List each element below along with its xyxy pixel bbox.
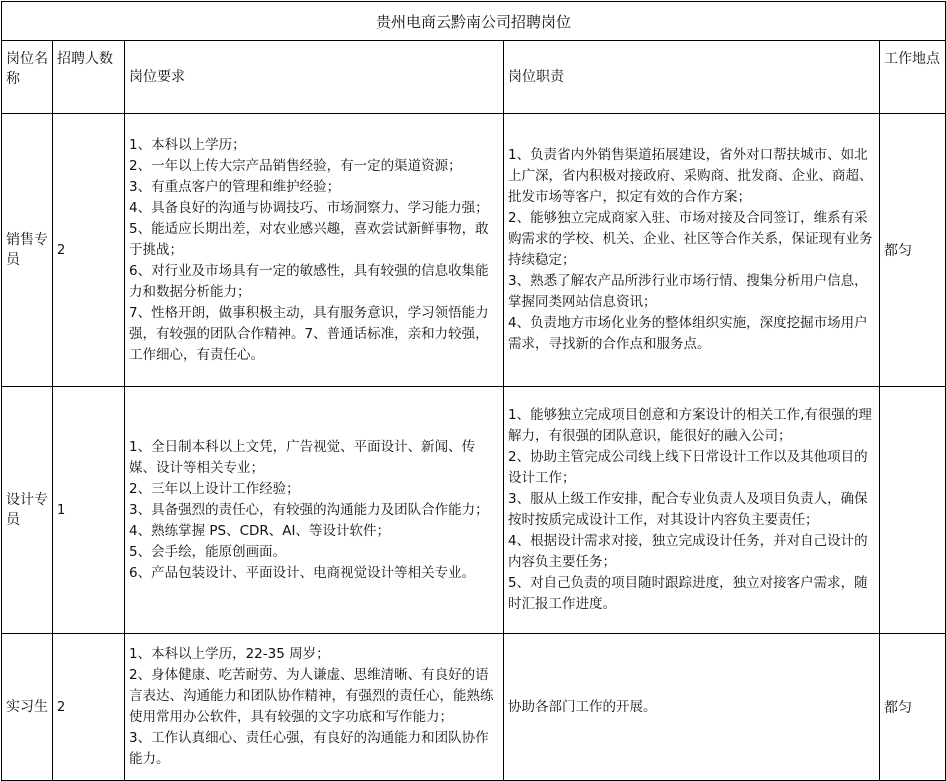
requirement-item: 3、有重点客户的管理和维护经验； <box>129 178 341 195</box>
position-name: 实习生 <box>2 634 53 781</box>
requirements-cell <box>125 387 504 634</box>
position-name: 设计专员 <box>2 387 53 634</box>
duties-cell <box>504 634 880 781</box>
requirement-item: 1、本科以上学历，22-35 周岁； <box>129 646 330 662</box>
duty-item: 协助各部门工作的开展。 <box>508 698 657 715</box>
requirement-item: 7、性格开朗，做事积极主动，具有服务意识，学习领悟能力强，有较强的团队合作精神。7、普通话标准，亲和力较强，工作细心，有责任心。 <box>129 304 489 363</box>
hire-count: 1 <box>53 387 125 634</box>
duty-item: 1、能够独立完成项目创意和方案设计的相关工作,有很强的理解力，有很强的团队意识，能很好的融入公司； <box>508 407 872 444</box>
position-name: 销售专员 <box>2 114 53 387</box>
header-requirements: 岗位要求 <box>125 41 504 114</box>
requirement-item: 1、本科以上学历； <box>129 136 246 153</box>
header-count: 招聘人数 <box>53 41 125 114</box>
hire-count: 2 <box>53 114 125 387</box>
requirement-item: 6、对行业及市场具有一定的敏感性，具有较强的信息收集能力和数据分析能力； <box>129 262 489 300</box>
requirement-item: 5、能适应长期出差，对农业感兴趣，喜欢尝试新鲜事物，敢于挑战； <box>129 220 489 258</box>
header-row <box>2 41 946 114</box>
duties-cell <box>504 387 880 634</box>
requirement-item: 3、具备强烈的责任心，有较强的沟通能力及团队合作能力； <box>129 501 489 518</box>
table-row <box>2 387 946 634</box>
requirement-item: 4、具备良好的沟通与协调技巧、市场洞察力、学习能力强； <box>129 199 489 216</box>
recruitment-table <box>1 1 946 781</box>
requirement-item: 5、会手绘，能原创画面。 <box>129 543 287 560</box>
duty-item: 3、服从上级工作安排，配合专业负责人及项目负责人，确保按时按质完成设计工作，对其设计内容负主要责任； <box>508 491 868 528</box>
duty-item: 4、负责地方市场化业务的整体组织实施，深度挖掘市场用户需求，寻找新的合作点和服务点。 <box>508 315 868 352</box>
duty-item: 4、根据设计需求对接，独立完成设计任务，并对自己设计的内容负主要任务； <box>508 533 868 570</box>
duty-item: 2、协助主管完成公司线上线下日常设计工作以及其他项目的设计工作； <box>508 449 868 486</box>
requirement-item: 2、身体健康、吃苦耐劳、为人谦虚、思维清晰、有良好的语言表达、沟通能力和团队协作精神，有强烈的责任心，能熟练使用常用办公软件，具有较强的文字功底和写作能力； <box>129 667 494 725</box>
requirement-item: 2、三年以上设计工作经验； <box>129 480 300 497</box>
requirements-cell <box>125 114 504 387</box>
duty-item: 3、熟悉了解农产品所涉行业市场行情、搜集分析用户信息，掌握同类网站信息资讯； <box>508 273 868 310</box>
requirement-item: 6、产品包装设计、平面设计、电商视觉设计等相关专业。 <box>129 564 476 581</box>
duty-item: 2、能够独立完成商家入驻、市场对接及合同签订，维系有采购需求的学校、机关、企业、社区等合作关系，保证现有业务持续稳定； <box>508 210 873 268</box>
requirement-item: 3、工作认真细心、责任心强，有良好的沟通能力和团队协作能力。 <box>129 730 489 767</box>
requirements-cell <box>125 634 504 781</box>
duty-item: 5、对自己负责的项目随时跟踪进度，独立对接客户需求，随时汇报工作进度。 <box>508 575 868 612</box>
requirement-item: 1、全日制本科以上文凭，广告视觉、平面设计、新闻、传媒、设计等相关专业； <box>129 438 476 476</box>
requirement-item: 4、熟练掌握 PS、CDR、AI、等设计软件； <box>129 522 391 539</box>
work-location <box>880 387 946 634</box>
hire-count: 2 <box>53 634 125 781</box>
work-location: 都匀 <box>880 634 946 781</box>
header-location: 工作地点 <box>880 41 946 114</box>
work-location: 都匀 <box>880 114 946 387</box>
header-position: 岗位名称 <box>2 41 53 114</box>
duties-cell <box>504 114 880 387</box>
table-title: 贵州电商云黔南公司招聘岗位 <box>2 2 946 41</box>
table-row <box>2 114 946 387</box>
table-row <box>2 634 946 781</box>
duty-item: 1、负责省内外销售渠道拓展建设，省外对口帮扶城市、如北上广深，省内积极对接政府、采购商、批发商、企业、商超、批发市场等客户，拟定有效的合作方案； <box>508 147 873 205</box>
requirement-item: 2、一年以上传大宗产品销售经验，有一定的渠道资源； <box>129 157 462 174</box>
header-duties: 岗位职责 <box>504 41 880 114</box>
